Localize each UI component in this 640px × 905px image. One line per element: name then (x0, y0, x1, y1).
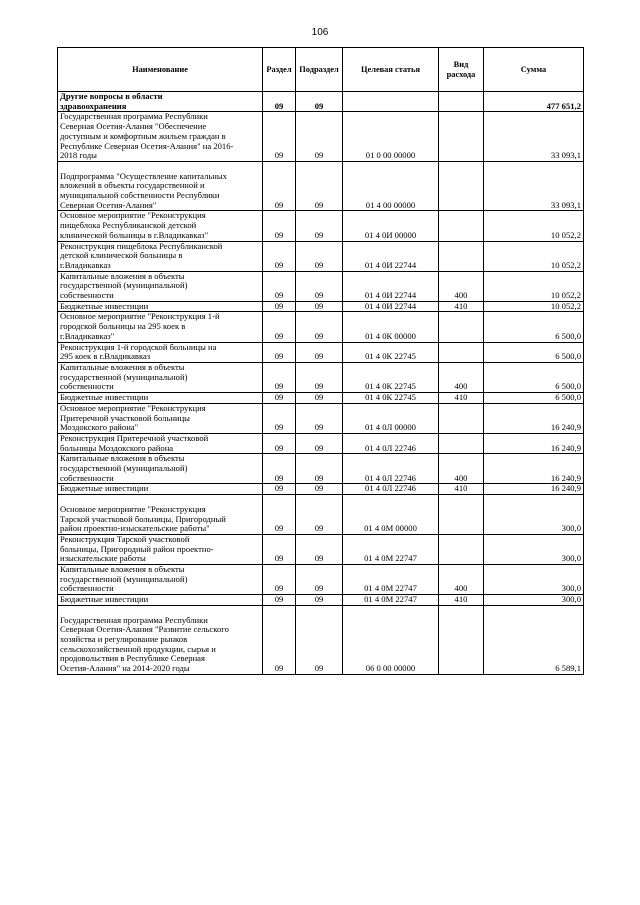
cell-target: 01 4 0Л 22746 (343, 484, 439, 495)
budget-table (57, 47, 584, 675)
cell-name: Основное мероприятие "Реконструкция Притеречной участковой больницы Моздокского района" (58, 403, 263, 433)
table-row (58, 211, 584, 241)
cell-sum: 300,0 (484, 595, 584, 606)
cell-razdel: 09 (263, 605, 296, 674)
cell-podrazdel: 09 (296, 92, 343, 112)
cell-vid (439, 605, 484, 674)
cell-razdel: 09 (263, 403, 296, 433)
cell-sum: 10 052,2 (484, 271, 584, 301)
table-row (58, 301, 584, 312)
cell-vid: 410 (439, 393, 484, 404)
cell-target: 01 4 0Л 22746 (343, 454, 439, 484)
cell-podrazdel: 09 (296, 393, 343, 404)
cell-razdel: 09 (263, 495, 296, 535)
table-row (58, 484, 584, 495)
cell-target: 06 0 00 00000 (343, 605, 439, 674)
cell-podrazdel: 09 (296, 495, 343, 535)
page-number: 106 (311, 27, 329, 38)
cell-vid: 400 (439, 362, 484, 392)
table-row (58, 605, 584, 674)
cell-name: Государственная программа Республики Северная Осетия-Алания "Развитие сельского хозяйства и регулирование рынков сельскохозяйственной продукции, сырья и продовольствия в Республике Северная Осетия-Алания" на 2014-2020 годы (58, 605, 263, 674)
cell-vid: 410 (439, 595, 484, 606)
cell-podrazdel: 09 (296, 595, 343, 606)
cell-podrazdel: 09 (296, 312, 343, 342)
cell-razdel: 09 (263, 484, 296, 495)
cell-vid (439, 92, 484, 112)
cell-podrazdel: 09 (296, 301, 343, 312)
cell-sum: 33 093,1 (484, 112, 584, 162)
cell-vid (439, 534, 484, 564)
cell-name: Капитальные вложения в объекты государственной (муниципальной) собственности (58, 454, 263, 484)
cell-name: Основное мероприятие "Реконструкция 1-й городской больницы на 295 коек в г.Владикавказ" (58, 312, 263, 342)
cell-target: 01 4 0К 22745 (343, 393, 439, 404)
cell-sum: 10 052,2 (484, 241, 584, 271)
cell-sum: 477 651,2 (484, 92, 584, 112)
cell-target: 01 4 0М 00000 (343, 495, 439, 535)
cell-podrazdel: 09 (296, 161, 343, 211)
table-row (58, 403, 584, 433)
header-vid: Вид расхода (439, 48, 484, 92)
cell-target: 01 4 0Л 22746 (343, 433, 439, 453)
cell-sum: 6 500,0 (484, 393, 584, 404)
cell-podrazdel: 09 (296, 534, 343, 564)
cell-razdel: 09 (263, 565, 296, 595)
cell-podrazdel: 09 (296, 433, 343, 453)
cell-razdel: 09 (263, 161, 296, 211)
cell-sum: 300,0 (484, 534, 584, 564)
cell-razdel: 09 (263, 112, 296, 162)
table-row (58, 362, 584, 392)
cell-razdel: 09 (263, 312, 296, 342)
table-body (58, 92, 584, 675)
cell-sum: 10 052,2 (484, 211, 584, 241)
cell-vid (439, 112, 484, 162)
cell-name: Реконструкция Тарской участковой больницы, Пригородный район проектно- изыскательские работы (58, 534, 263, 564)
cell-sum: 16 240,9 (484, 454, 584, 484)
cell-razdel: 09 (263, 92, 296, 112)
cell-target: 01 4 00 00000 (343, 161, 439, 211)
cell-name: Бюджетные инвестиции (58, 393, 263, 404)
table-row (58, 342, 584, 362)
cell-vid (439, 161, 484, 211)
cell-target: 01 4 0К 22745 (343, 342, 439, 362)
table-row (58, 454, 584, 484)
cell-razdel: 09 (263, 534, 296, 564)
cell-podrazdel: 09 (296, 241, 343, 271)
cell-name: Бюджетные инвестиции (58, 484, 263, 495)
cell-sum: 10 052,2 (484, 301, 584, 312)
cell-razdel: 09 (263, 393, 296, 404)
table-header-row (58, 48, 584, 92)
table-row (58, 433, 584, 453)
table-row (58, 495, 584, 535)
cell-name: Государственная программа Республики Северная Осетия-Алания "Обеспечение доступным и комфортным жильем граждан в Республике Северная Осетия-Алания" на 2016- 2018 годы (58, 112, 263, 162)
cell-name: Основное мероприятие "Реконструкция Тарской участковой больницы, Пригородный район проектно-изыскательские работы" (58, 495, 263, 535)
cell-podrazdel: 09 (296, 454, 343, 484)
header-razdel: Раздел (263, 48, 296, 92)
header-target: Целевая статья (343, 48, 439, 92)
cell-sum: 16 240,9 (484, 484, 584, 495)
cell-podrazdel: 09 (296, 112, 343, 162)
cell-podrazdel: 09 (296, 403, 343, 433)
cell-sum: 6 589,1 (484, 605, 584, 674)
cell-razdel: 09 (263, 211, 296, 241)
table-row (58, 112, 584, 162)
cell-razdel: 09 (263, 241, 296, 271)
cell-vid: 400 (439, 565, 484, 595)
cell-target: 01 4 0Л 00000 (343, 403, 439, 433)
cell-sum: 300,0 (484, 565, 584, 595)
cell-target: 01 4 0К 00000 (343, 312, 439, 342)
cell-sum: 6 500,0 (484, 342, 584, 362)
table-row (58, 393, 584, 404)
cell-name: Другие вопросы в области здравоохранения (58, 92, 263, 112)
cell-podrazdel: 09 (296, 565, 343, 595)
cell-sum: 16 240,9 (484, 403, 584, 433)
table-row (58, 595, 584, 606)
cell-target (343, 92, 439, 112)
cell-vid (439, 211, 484, 241)
cell-target: 01 4 0К 22745 (343, 362, 439, 392)
cell-podrazdel: 09 (296, 362, 343, 392)
table-row (58, 271, 584, 301)
cell-name: Основное мероприятие "Реконструкция пищеблока Республиканской детской клинической больницы в г.Владикавказ" (58, 211, 263, 241)
cell-name: Капитальные вложения в объекты государственной (муниципальной) собственности (58, 271, 263, 301)
cell-vid (439, 241, 484, 271)
cell-target: 01 4 0И 00000 (343, 211, 439, 241)
cell-vid (439, 342, 484, 362)
cell-target: 01 4 0И 22744 (343, 271, 439, 301)
cell-vid (439, 312, 484, 342)
cell-podrazdel: 09 (296, 605, 343, 674)
header-sum: Сумма (484, 48, 584, 92)
cell-vid: 400 (439, 454, 484, 484)
cell-vid (439, 495, 484, 535)
cell-name: Капитальные вложения в объекты государственной (муниципальной) собственности (58, 565, 263, 595)
cell-sum: 6 500,0 (484, 362, 584, 392)
cell-podrazdel: 09 (296, 484, 343, 495)
cell-podrazdel: 09 (296, 211, 343, 241)
cell-sum: 6 500,0 (484, 312, 584, 342)
cell-vid: 410 (439, 484, 484, 495)
header-name: Наименование (58, 48, 263, 92)
cell-name: Бюджетные инвестиции (58, 595, 263, 606)
table-row (58, 161, 584, 211)
cell-razdel: 09 (263, 301, 296, 312)
cell-vid: 400 (439, 271, 484, 301)
cell-target: 01 4 0М 22747 (343, 565, 439, 595)
cell-sum: 33 093,1 (484, 161, 584, 211)
cell-target: 01 0 00 00000 (343, 112, 439, 162)
cell-razdel: 09 (263, 362, 296, 392)
cell-razdel: 09 (263, 595, 296, 606)
cell-name: Бюджетные инвестиции (58, 301, 263, 312)
table-row (58, 312, 584, 342)
cell-target: 01 4 0И 22744 (343, 301, 439, 312)
cell-razdel: 09 (263, 454, 296, 484)
cell-sum: 16 240,9 (484, 433, 584, 453)
cell-vid (439, 433, 484, 453)
cell-podrazdel: 09 (296, 342, 343, 362)
table-row (58, 241, 584, 271)
cell-vid: 410 (439, 301, 484, 312)
cell-podrazdel: 09 (296, 271, 343, 301)
cell-name: Капитальные вложения в объекты государственной (муниципальной) собственности (58, 362, 263, 392)
cell-vid (439, 403, 484, 433)
cell-razdel: 09 (263, 271, 296, 301)
table-row (58, 92, 584, 112)
cell-name: Реконструкция Притеречной участковой больницы Моздокского района (58, 433, 263, 453)
table-row (58, 534, 584, 564)
cell-razdel: 09 (263, 433, 296, 453)
header-podrazdel: Подраздел (296, 48, 343, 92)
cell-name: Реконструкция пищеблока Республиканской детской клинической больницы в г.Владикавказ (58, 241, 263, 271)
cell-razdel: 09 (263, 342, 296, 362)
cell-target: 01 4 0И 22744 (343, 241, 439, 271)
cell-target: 01 4 0М 22747 (343, 534, 439, 564)
cell-target: 01 4 0М 22747 (343, 595, 439, 606)
table-row (58, 565, 584, 595)
cell-sum: 300,0 (484, 495, 584, 535)
cell-name: Реконструкция 1-й городской больницы на 295 коек в г.Владикавказ (58, 342, 263, 362)
cell-name: Подпрограмма "Осуществление капитальных вложений в объекты государственной и муниципальной собственности Республики Северная Осетия-Алания" (58, 161, 263, 211)
